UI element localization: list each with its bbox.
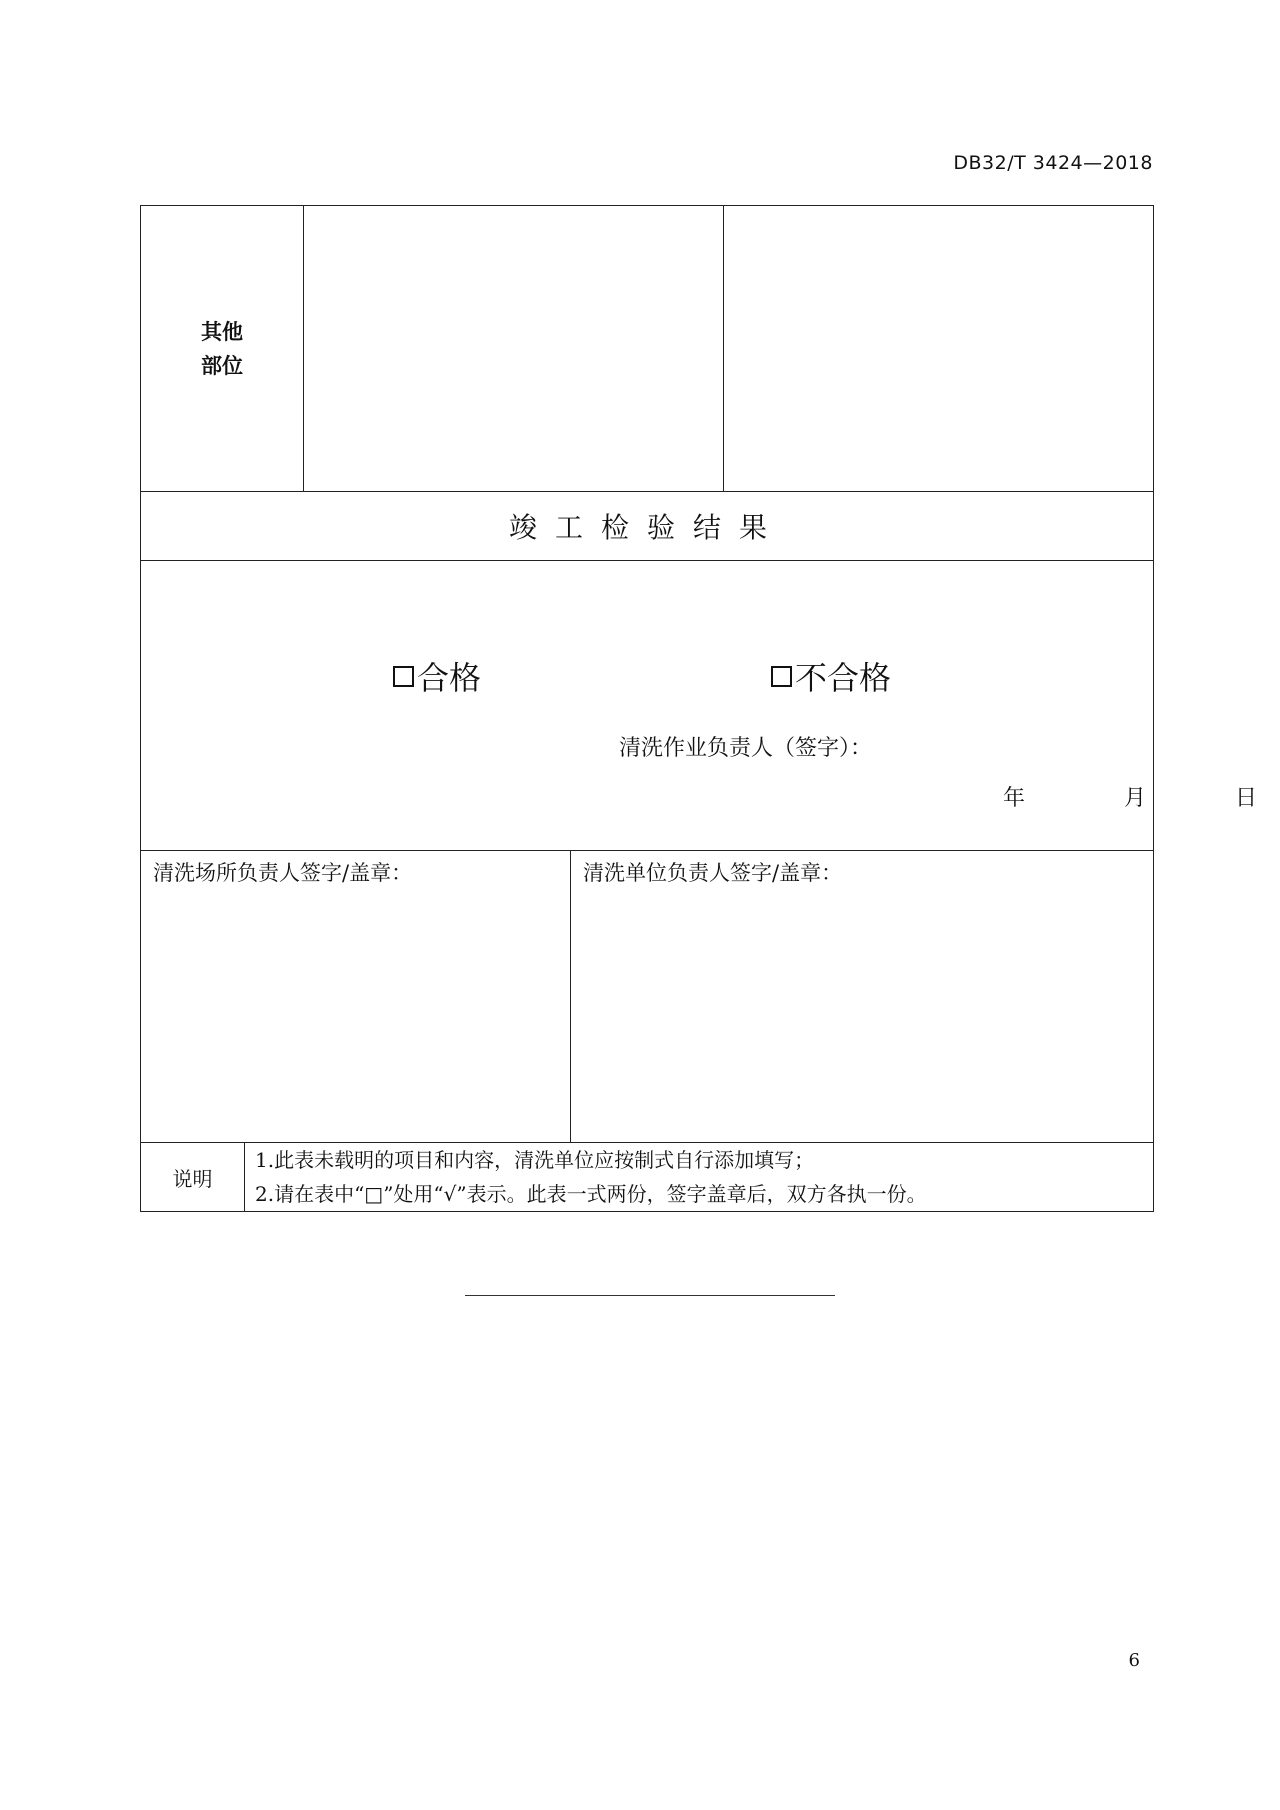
venue-signature-cell[interactable]: [141, 851, 571, 1143]
other-parts-cell-after[interactable]: [724, 206, 1154, 492]
result-title-row: [141, 492, 1154, 561]
page-number: 6: [1128, 1650, 1140, 1671]
unit-signature-label: 清洗单位负责人签字/盖章：: [583, 861, 843, 885]
pass-option[interactable]: [393, 653, 481, 699]
fail-option[interactable]: [771, 653, 891, 699]
note-label: 说明: [141, 1143, 245, 1212]
fail-checkbox[interactable]: [771, 666, 792, 687]
note-item-1: 1.此表未载明的项目和内容，清洗单位应按制式自行添加填写；: [255, 1148, 815, 1172]
other-parts-label: [141, 206, 304, 492]
other-parts-label-line2: 部位: [201, 353, 243, 378]
notes-row: [141, 1143, 1154, 1212]
other-parts-label-line1: 其他: [201, 319, 243, 344]
date-day: 日: [1235, 786, 1258, 811]
note-item-2: 2.请在表中“□”处用“√”表示。此表一式两份，签字盖章后，双方各执一份。: [255, 1182, 927, 1206]
unit-signature-cell[interactable]: [571, 851, 1154, 1143]
end-rule: [465, 1295, 835, 1296]
other-parts-cell-before[interactable]: [304, 206, 724, 492]
result-cell: [141, 561, 1258, 851]
signature-row: [141, 851, 1154, 1143]
completion-result-title: 竣工检验结果: [141, 492, 1154, 561]
date-year: 年: [1003, 786, 1026, 811]
standard-code: DB32/T 3424—2018: [953, 152, 1153, 174]
fail-label: 不合格: [795, 659, 892, 697]
date-month: 月: [1124, 786, 1147, 811]
pass-label: 合格: [417, 659, 482, 697]
result-row: [141, 561, 1154, 851]
pass-checkbox[interactable]: [393, 666, 414, 687]
notes-cell: [245, 1143, 1154, 1212]
inspection-form-table: [140, 205, 1258, 1212]
responsible-signature-label: 清洗作业负责人（签字）：: [619, 736, 873, 761]
venue-signature-label: 清洗场所负责人签字/盖章：: [153, 861, 413, 885]
other-parts-row: [141, 206, 1154, 492]
